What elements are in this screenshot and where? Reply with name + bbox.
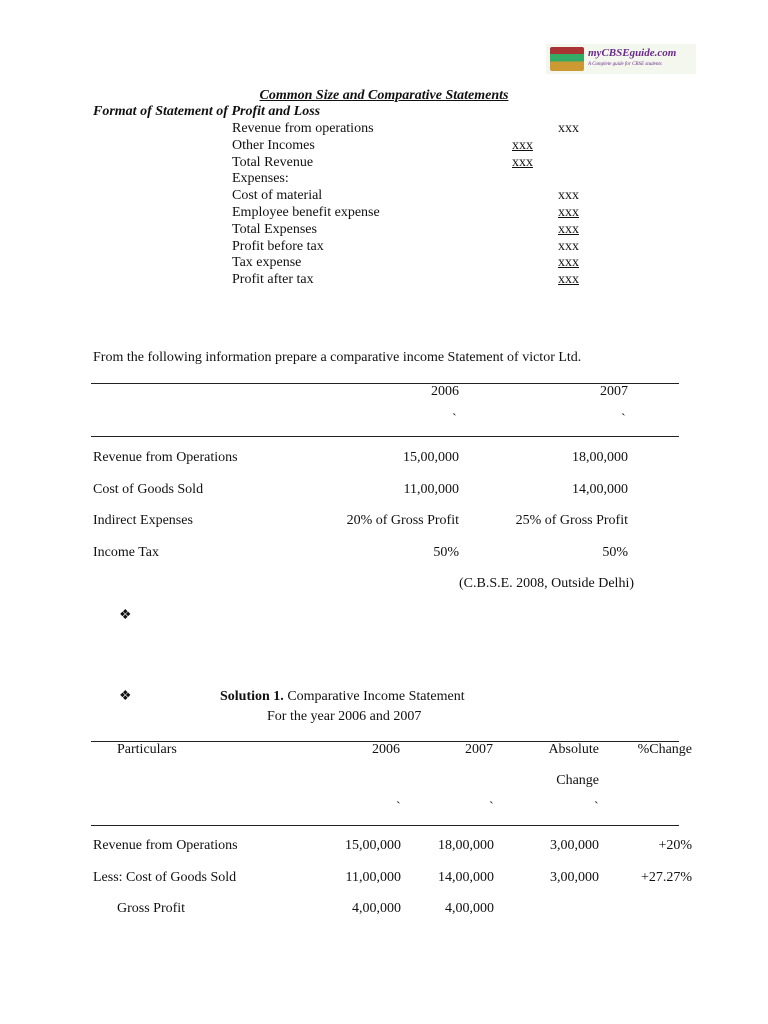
document-title: Common Size and Comparative Statements bbox=[259, 88, 509, 103]
value-2006: 20% of Gross Profit bbox=[346, 513, 459, 528]
value-absolute-change: 3,00,000 bbox=[550, 838, 599, 853]
value-pct-change: +27.27% bbox=[640, 869, 692, 885]
header-particulars: Particulars bbox=[117, 742, 177, 757]
row-label: Cost of Goods Sold bbox=[93, 481, 204, 497]
format-item-label: Revenue from operations bbox=[232, 121, 374, 136]
rupee-symbol: ` bbox=[452, 412, 457, 427]
format-item-value: xxx bbox=[558, 221, 579, 237]
row-label: Gross Profit bbox=[117, 901, 186, 916]
header-pct-change: %Change bbox=[637, 742, 692, 757]
q-header-2007: 2007 bbox=[600, 384, 628, 399]
row-label: Revenue from Operations bbox=[93, 838, 238, 853]
rupee-symbol: ` bbox=[489, 800, 494, 815]
mycbseguide-logo bbox=[546, 44, 696, 74]
divider bbox=[91, 436, 679, 437]
format-item-value: xxx bbox=[558, 188, 579, 204]
format-item-value: xxx bbox=[558, 255, 579, 271]
value-absolute-change: 3,00,000 bbox=[550, 869, 599, 885]
value-2006: 50% bbox=[433, 544, 459, 560]
source-note: (C.B.S.E. 2008, Outside Delhi) bbox=[459, 576, 634, 591]
rupee-symbol: ` bbox=[594, 800, 599, 815]
format-item-label: Total Revenue bbox=[232, 154, 314, 170]
format-item-value: xxx bbox=[558, 205, 579, 220]
format-item-label: Expenses: bbox=[232, 171, 289, 187]
value-2006: 11,00,000 bbox=[403, 481, 459, 497]
row-label: Less: Cost of Goods Sold bbox=[93, 869, 237, 885]
q-header-2006: 2006 bbox=[431, 384, 459, 399]
format-item-value: xxx bbox=[512, 137, 533, 153]
row-label: Indirect Expenses bbox=[93, 513, 193, 528]
logo-name: myCBSEguide.com bbox=[588, 47, 677, 59]
value-2006: 15,00,000 bbox=[345, 838, 401, 853]
format-item-value: xxx bbox=[558, 238, 579, 254]
format-item-label: Profit after tax bbox=[232, 272, 314, 288]
value-2007: 50% bbox=[602, 544, 628, 560]
value-2007: 18,00,000 bbox=[572, 450, 628, 465]
format-item-value: xxx bbox=[558, 121, 579, 136]
value-2006: 11,00,000 bbox=[345, 869, 401, 885]
row-label: Income Tax bbox=[93, 544, 160, 560]
value-2007: 4,00,000 bbox=[445, 901, 494, 916]
format-item-label: Total Expenses bbox=[232, 221, 317, 237]
header-absolute: Absolute bbox=[548, 742, 599, 757]
header-change: Change bbox=[556, 773, 599, 788]
divider bbox=[91, 825, 679, 826]
value-2007: 14,00,000 bbox=[438, 869, 494, 885]
solution-title: Comparative Income Statement bbox=[287, 689, 465, 704]
question-text: From the following information prepare a comparative income Statement of victor Ltd. bbox=[93, 350, 582, 365]
rupee-symbol: ` bbox=[396, 800, 401, 815]
value-2007: 18,00,000 bbox=[438, 838, 494, 853]
format-item-value: xxx bbox=[512, 154, 533, 170]
logo-tagline: A Complete guide for CBSE students bbox=[588, 62, 662, 67]
format-item-label: Other Incomes bbox=[232, 137, 315, 153]
value-2006: 4,00,000 bbox=[352, 901, 401, 916]
solution-heading bbox=[220, 689, 465, 705]
format-item-label: Tax expense bbox=[232, 255, 302, 271]
rupee-symbol: ` bbox=[621, 412, 626, 427]
value-2007: 25% of Gross Profit bbox=[515, 513, 628, 528]
header-2006: 2006 bbox=[372, 742, 400, 757]
value-pct-change: +20% bbox=[658, 838, 692, 853]
value-2006: 15,00,000 bbox=[403, 450, 459, 465]
format-item-label: Employee benefit expense bbox=[232, 205, 380, 220]
format-item-value: xxx bbox=[558, 272, 579, 288]
bullet-icon: ❖ bbox=[119, 689, 132, 704]
solution-subtitle: For the year 2006 and 2007 bbox=[267, 709, 422, 724]
books-icon bbox=[550, 47, 584, 71]
format-item-label: Cost of material bbox=[232, 188, 323, 204]
header-2007: 2007 bbox=[465, 742, 493, 757]
value-2007: 14,00,000 bbox=[572, 481, 628, 497]
row-label: Revenue from Operations bbox=[93, 450, 238, 465]
format-item-label: Profit before tax bbox=[232, 238, 324, 254]
format-heading: Format of Statement of Profit and Loss bbox=[93, 104, 321, 119]
bullet-icon: ❖ bbox=[119, 608, 132, 623]
solution-label: Solution 1. bbox=[220, 689, 284, 704]
